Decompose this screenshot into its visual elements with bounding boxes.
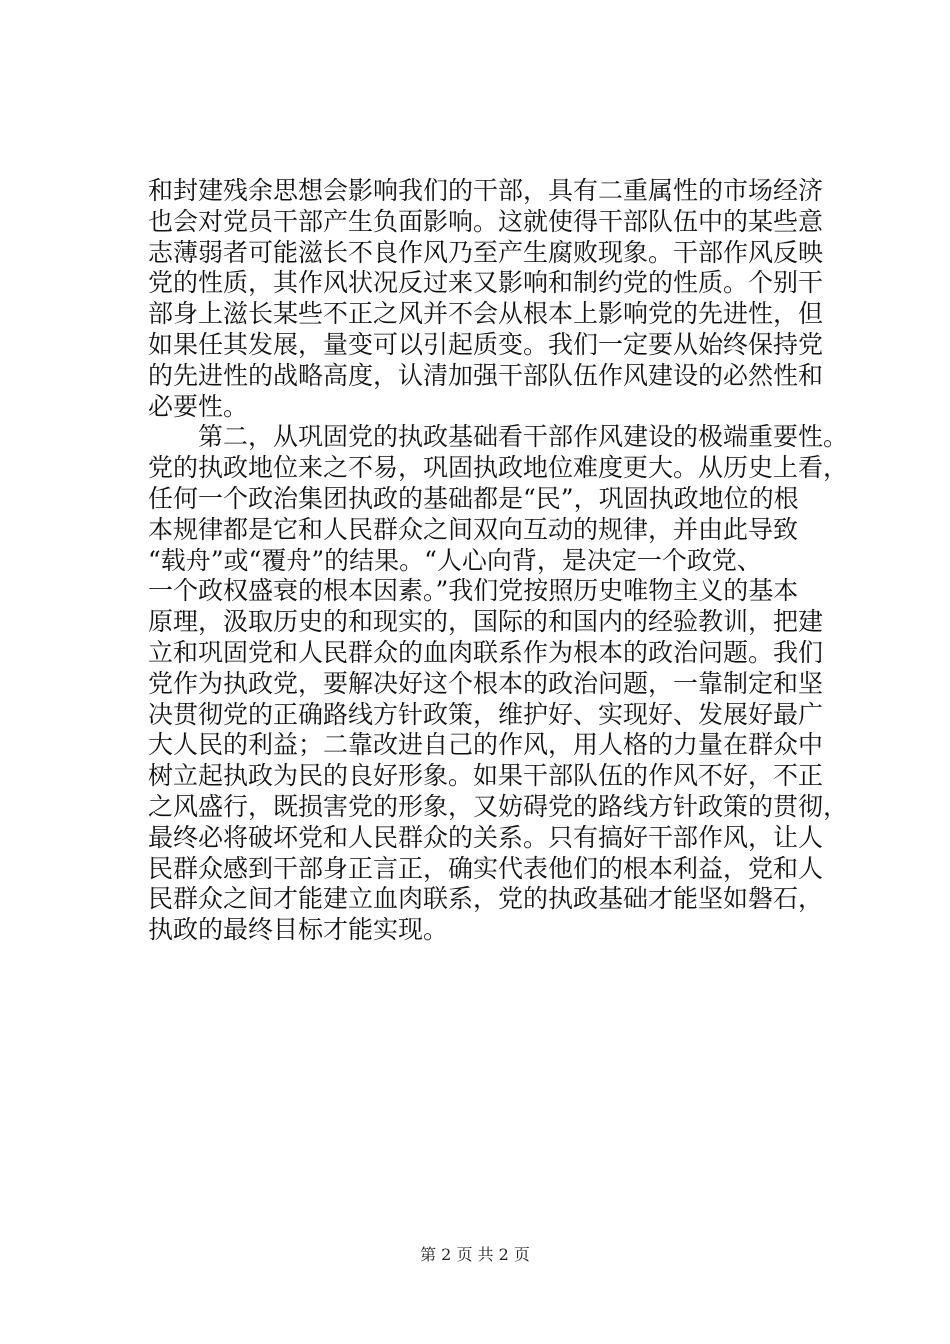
text-line: 部身上滋长某些不正之风并不会从根本上影响党的先进性，但 (148, 299, 824, 329)
text-line: 任何一个政治集团执政的基础都是“民”，巩固执政地位的根 (148, 483, 799, 513)
text-line: 党的性质，其作风状况反过来又影响和制约党的性质。个别干 (148, 268, 824, 298)
page-number-footer: 第 2 页 共 2 页 (420, 1245, 530, 1264)
text-line: 原理，汲取历史的和现实的，国际的和国内的经验教训，把建 (148, 607, 824, 637)
text-line: 之风盛行，既损害党的形象，又妨碍党的路线方针政策的贯彻， (148, 791, 849, 821)
text-line: 民群众感到干部身正言正，确实代表他们的根本利益，党和人 (148, 853, 824, 883)
text-line: 树立起执政为民的良好形象。如果干部队伍的作风不好，不正 (148, 761, 824, 791)
text-line: 第二，从巩固党的执政基础看干部作风建设的极端重要性。 (148, 422, 849, 452)
body-text (148, 176, 849, 946)
text-line: 执政的最终目标才能实现。 (148, 915, 449, 945)
text-line: 党作为执政党，要解决好这个根本的政治问题，一靠制定和坚 (148, 668, 824, 698)
text-line: 最终必将破坏党和人民群众的关系。只有搞好干部作风，让人 (148, 822, 824, 852)
text-line: 民群众之间才能建立血肉联系，党的执政基础才能坚如磐石， (148, 884, 824, 914)
text-line: 也会对党员干部产生负面影响。这就使得干部队伍中的某些意 (148, 206, 824, 236)
text-line: 党的执政地位来之不易，巩固执政地位难度更大。从历史上看， (148, 453, 849, 483)
text-line: 大人民的利益；二靠改进自己的作风，用人格的力量在群众中 (148, 730, 824, 760)
text-line: 如果任其发展，量变可以引起质变。我们一定要从始终保持党 (148, 329, 824, 359)
text-line: “载舟”或“覆舟”的结果。“人心向背，是决定一个政党、 (148, 545, 762, 575)
text-line: 志薄弱者可能滋长不良作风乃至产生腐败现象。干部作风反映 (148, 237, 824, 267)
text-line: 一个政权盛衰的根本因素。”我们党按照历史唯物主义的基本 (148, 576, 799, 606)
text-line: 本规律都是它和人民群众之间双向互动的规律，并由此导致 (148, 514, 799, 544)
text-line: 决贯彻党的正确路线方针政策，维护好、实现好、发展好最广 (148, 699, 824, 729)
text-line: 和封建残余思想会影响我们的干部，具有二重属性的市场经济 (148, 176, 824, 205)
text-line: 必要性。 (148, 391, 249, 421)
text-line: 立和巩固党和人民群众的血肉联系作为根本的政治问题。我们 (148, 637, 824, 667)
text-line: 的先进性的战略高度，认清加强干部队伍作风建设的必然性和 (148, 360, 824, 390)
